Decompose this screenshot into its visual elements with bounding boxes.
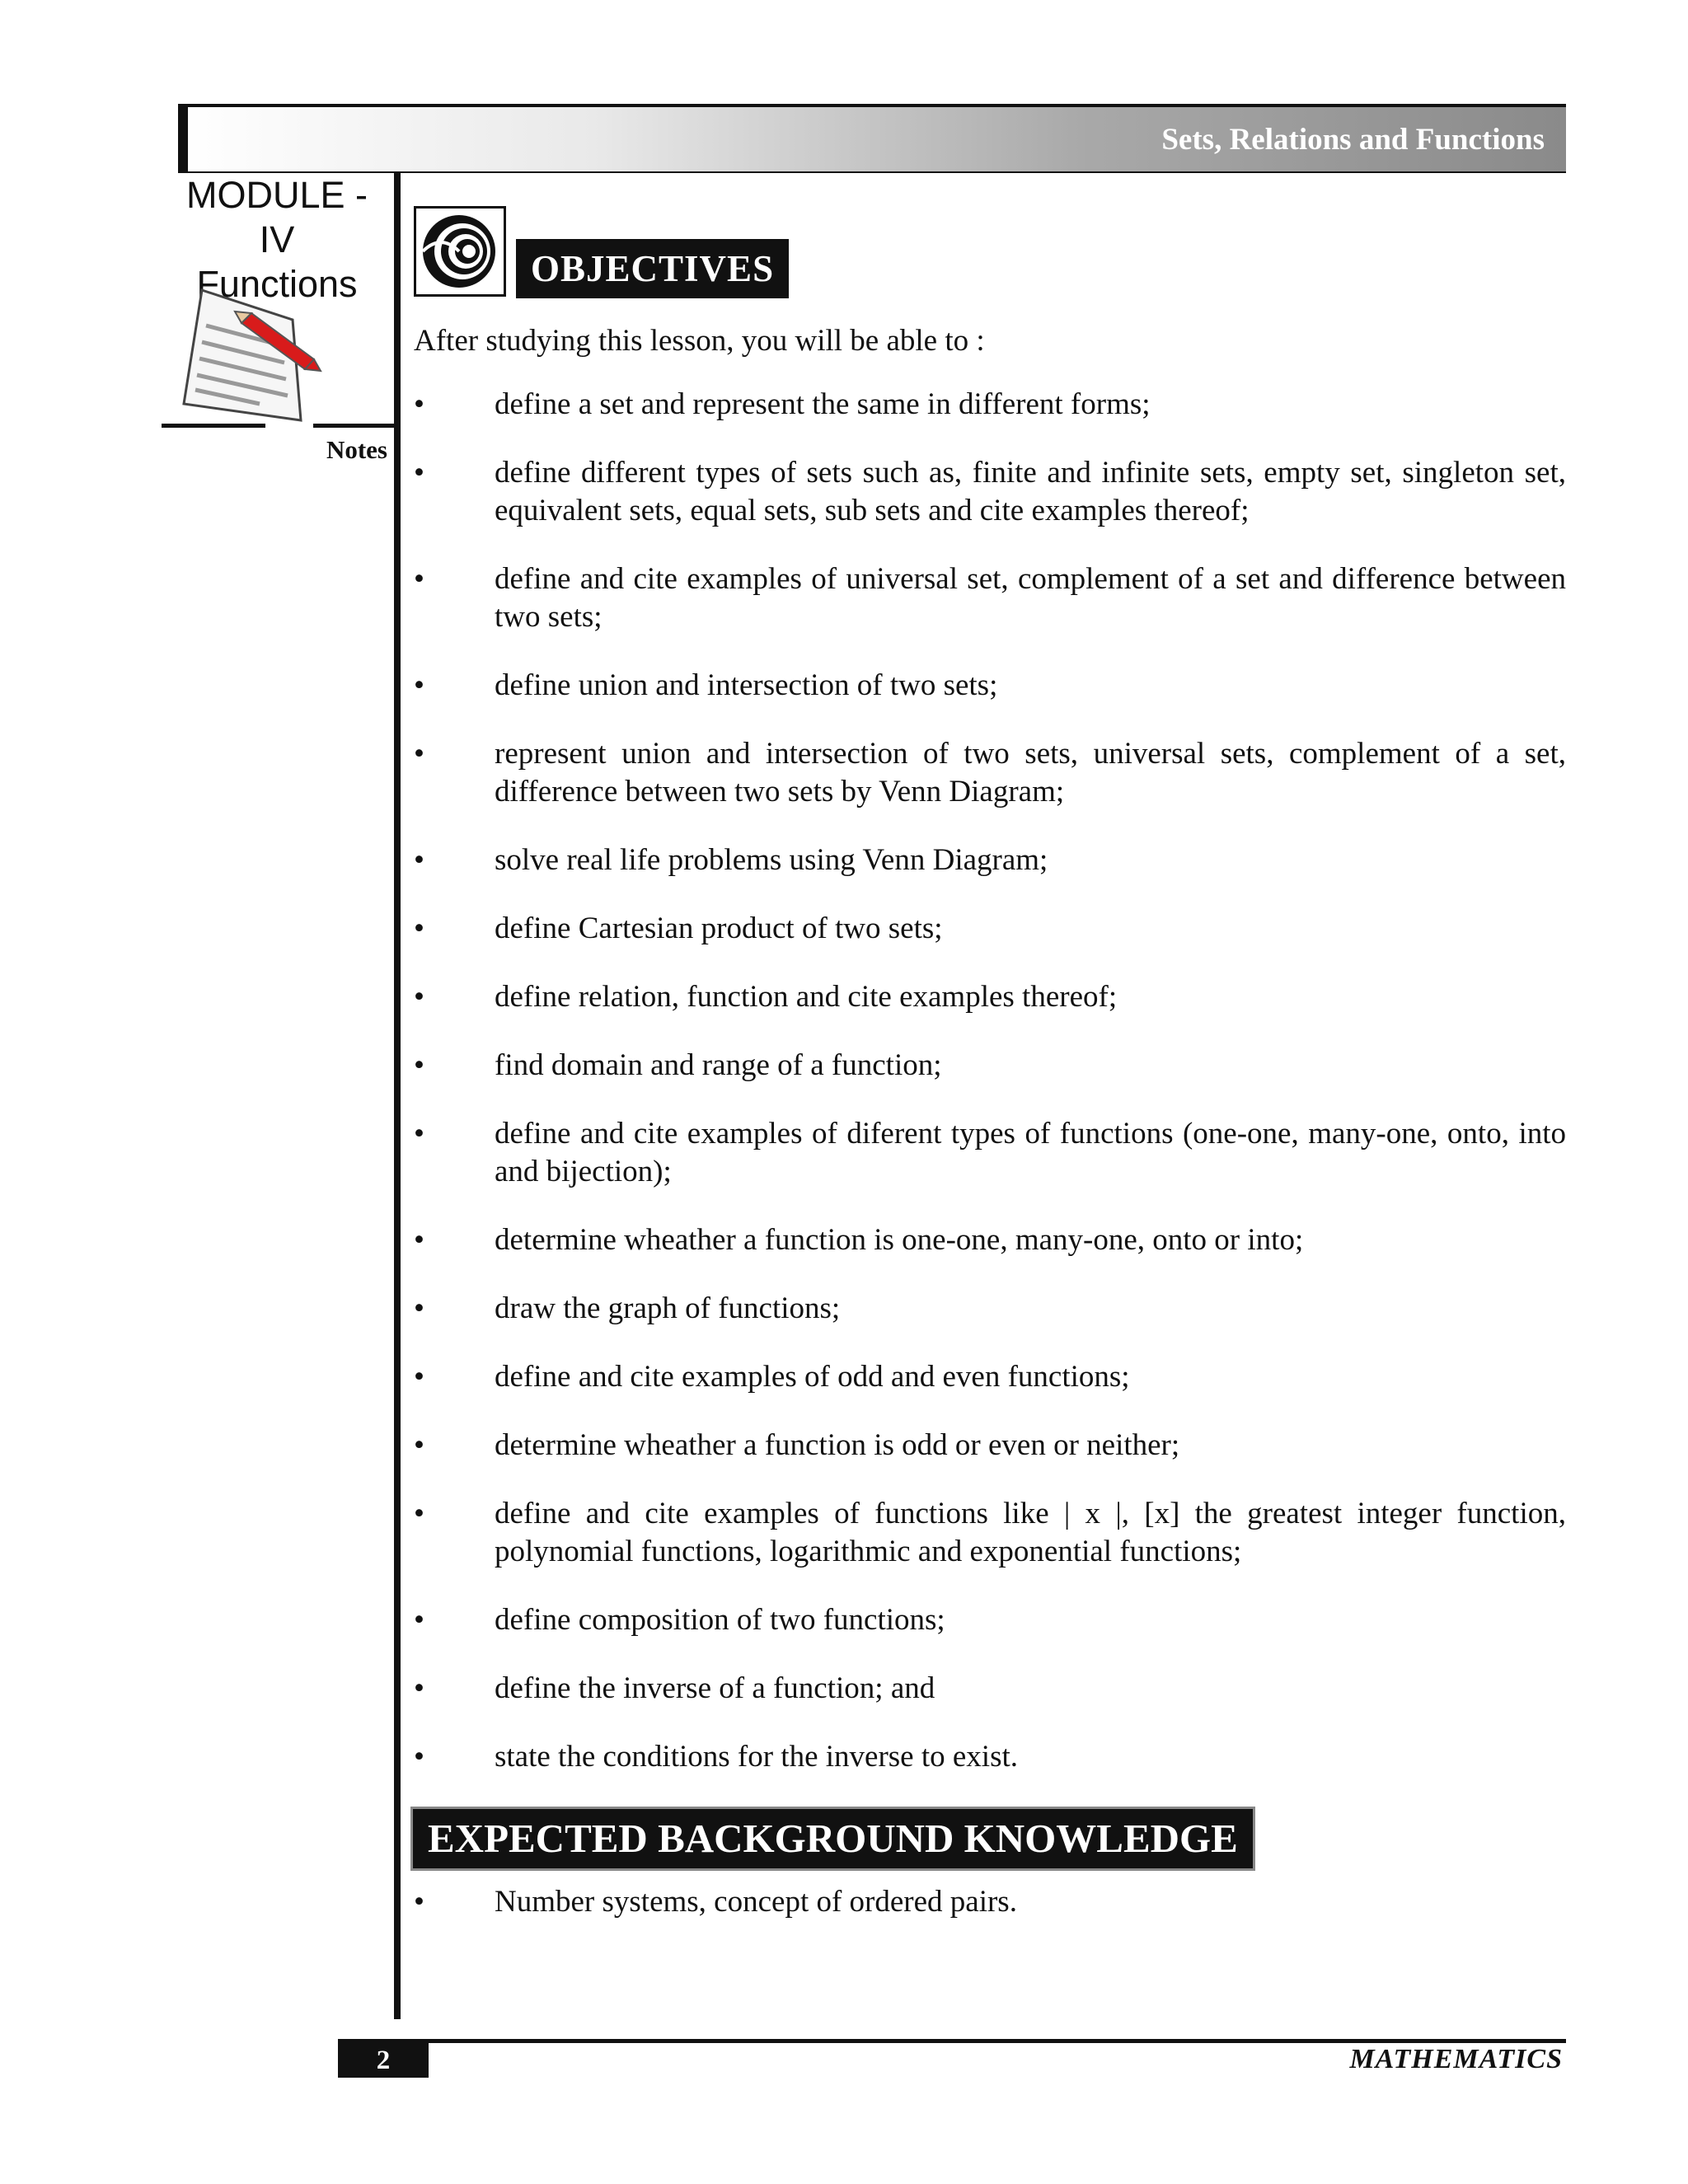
header-band	[178, 104, 1566, 173]
footer-rule	[338, 2039, 1566, 2043]
list-item: • find domain and range of a function;	[414, 1047, 1566, 1085]
bullet-icon: •	[414, 456, 424, 490]
bullet-icon: •	[414, 562, 424, 596]
bullet-icon: •	[414, 1048, 424, 1082]
list-item: • define relation, function and cite examples thereof;	[414, 978, 1566, 1016]
notes-label: Notes	[326, 435, 387, 464]
list-item: • Number systems, concept of ordered pairs.	[414, 1885, 1017, 1919]
list-item: • define and cite examples of diferent types of functions (one-one, many-one, onto, into and bijection);	[414, 1117, 1566, 1188]
bullet-icon: •	[414, 1360, 424, 1394]
list-item: • define union and intersection of two sets;	[414, 667, 1566, 705]
objectives-heading: OBJECTIVES	[516, 239, 789, 298]
bullet-icon: •	[414, 1117, 424, 1151]
background-heading: EXPECTED BACKGROUND KNOWLEDGE	[410, 1807, 1255, 1871]
objectives-target-icon	[414, 206, 506, 297]
bullet-icon: •	[414, 1603, 424, 1637]
bullet-icon: •	[414, 1497, 424, 1530]
bullet-icon: •	[414, 387, 424, 421]
bullet-icon: •	[414, 980, 424, 1014]
objectives-list	[414, 386, 1566, 1807]
notes-rule-left	[162, 424, 265, 428]
bullet-icon: •	[414, 1885, 424, 1919]
bullet-icon: •	[414, 668, 424, 702]
notes-pencil-icon	[169, 280, 334, 437]
list-item: • define composition of two functions;	[414, 1601, 1566, 1639]
objectives-intro: After studying this lesson, you will be able to :	[414, 324, 985, 358]
bullet-icon: •	[414, 1291, 424, 1325]
section-label: Functions	[196, 263, 358, 305]
list-item: • determine wheather a function is odd or even or neither;	[414, 1427, 1566, 1465]
module-label: MODULE - IV	[185, 174, 368, 260]
footer-title: MATHEMATICS	[1349, 2044, 1563, 2074]
list-item: • define and cite examples of functions like | x |, [x] the greatest integer function, polynomial functions, logarithmic and exponential functions;	[414, 1497, 1566, 1568]
bullet-icon: •	[414, 843, 424, 877]
list-item: • define the inverse of a function; and	[414, 1670, 1566, 1708]
bullet-icon: •	[414, 1223, 424, 1257]
bullet-icon: •	[414, 737, 424, 771]
bullet-icon: •	[414, 1740, 424, 1774]
bullet-icon: •	[414, 1428, 424, 1462]
notes-rule-right	[313, 424, 396, 428]
margin-vertical-rule	[394, 171, 401, 2019]
list-item: • solve real life problems using Venn Diagram;	[414, 841, 1566, 879]
list-item: • represent union and intersection of two sets, universal sets, complement of a set, difference between two sets by Venn Diagram;	[414, 737, 1566, 808]
bullet-icon: •	[414, 912, 424, 945]
header-left-rule	[178, 104, 188, 173]
list-item: • state the conditions for the inverse to exist.	[414, 1738, 1566, 1776]
list-item: • define and cite examples of universal set, complement of a set and difference between two sets;	[414, 562, 1566, 634]
header-title: Sets, Relations and Functions	[1161, 123, 1545, 157]
list-item: • draw the graph of functions;	[414, 1290, 1566, 1328]
list-item: • determine wheather a function is one-one, many-one, onto or into;	[414, 1221, 1566, 1259]
list-item: • define different types of sets such as, finite and infinite sets, empty set, singleton set, equivalent sets, equal sets, sub sets and cite examples thereof;	[414, 456, 1566, 527]
page-number: 2	[338, 2043, 429, 2078]
list-item: • define a set and represent the same in different forms;	[414, 386, 1566, 424]
list-item: • define Cartesian product of two sets;	[414, 910, 1566, 948]
bullet-icon: •	[414, 1671, 424, 1705]
list-item: • define and cite examples of odd and even functions;	[414, 1358, 1566, 1396]
